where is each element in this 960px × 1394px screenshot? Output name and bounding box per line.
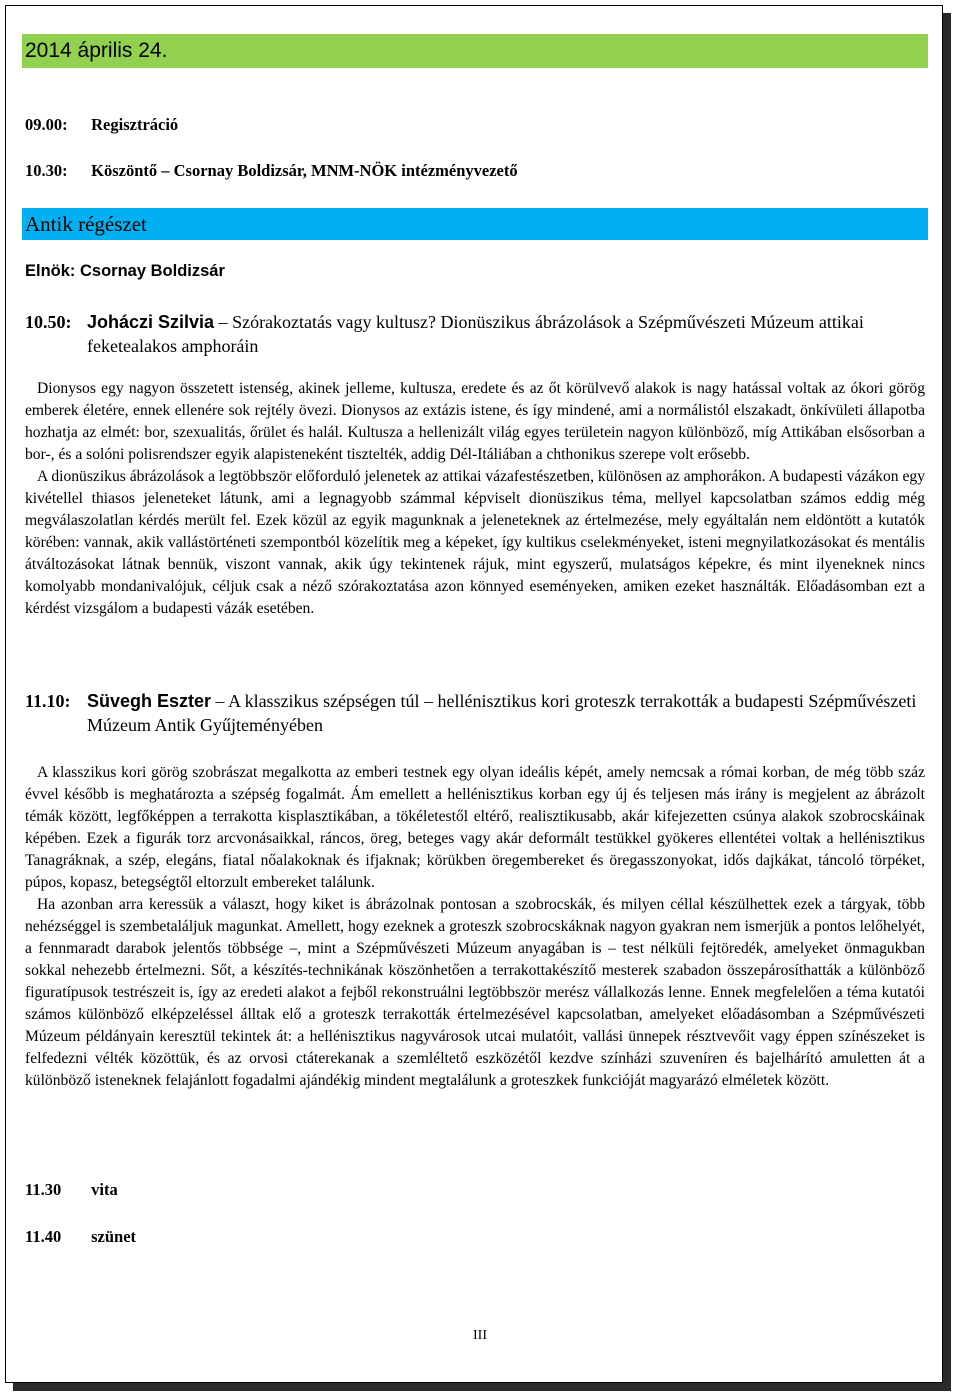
speaker-name: Joháczi Szilvia — [87, 312, 215, 332]
abstract-paragraph: Dionysos egy nagyon összetett istenség, akinek jelleme, kultusza, eredete és az őt körülvevő alakok is nagy hatással voltak az ókori görög emberek életére, ennek ellenére sok rejtély övezi. Dionysos az extázis istene, és így mindené, ami a normálistól elszakadt, önkívületi állapotba hozhatja az elmét: bor, szexualitás, őrület és halál. Kultusza a hellenizált világ egyes területein nagyon különböző, míg Attikában elsősorban a bor-, és a solóni polisrendszer egyik alapisteneként tisztelték, addig Dél-Itáliában a chthonikus szerepe volt erősebb. — [25, 380, 925, 463]
abstract-paragraph: A klasszikus kori görög szobrászat megalkotta az emberi testnek egy olyan ideális képét, amely nemcsak a római korban, de még több száz évvel később is meghatározta a szépség fogalmát. Ám emellett a hellénisztikus korban egy új és teljesen más irány is megjelent az ábrázolt témák között, legfőképpen a terrakotta kisplasztikában, a tökéletestől eltérő, realisztikusabb, akár kifejezetten csúnya alakok szobrocskáinak képében. Ezek a figurák torz arcvonásaikkal, ráncos, öreg, beteges vagy akár deformált testükkel gyökeres ellentétei voltak a hellénisztikus Tanagráknak, a szép, elegáns, fiatal nőalakoknak és ifjaknak; körükben öregembereket és öregasszonyokat, idős dajkákat, táncoló törpéket, púpos, kopasz, betegségtől eltorzult embereket találunk. — [25, 764, 925, 891]
abstract-paragraph: Ha azonban arra keressük a választ, hogy kiket is ábrázolnak pontosan a szobrocskák, és milyen céllal készülhettek ezek a tárgyak, több nehézséggel is szembetaláljuk magunkat. Amellett, hogy ezeknek a groteszk szobrocskáknak nagyon gyakran nem ismerjük a pontos lelőhelyét, a fennmaradt darabok jelentős többsége –, mint a Szépművészeti Múzeum anyagában is – test nélküli fejtöredék, amelyeket önmagukban sokkal nehezebb értelmezni. Sőt, a készítés-technikának köszönhetően a terrakottakészítő mesterek szabadon összepárosíthatták a különböző figuratípusok testrészeit is, így az eredeti alakot a fejből rekonstruálni legtöbbször merész vállalkozás lenne. Ennek megfelelően a téma kutatói számos különböző elképzeléssel álltak elő a groteszk terrakották értelmezésével kapcsolatban, amelyeket előadásomban a Szépművészeti Múzeum példányain keresztül tekintek át: a hellénisztikus nagyvárosok utcai mulatóit, vallási ünnepek résztvevőit vagy éppen színészeket is felfedezni vélték közöttük, és az orvosi ctáterekanak a szemléltető eszközétől kezdve színházi szuveníren és bajelhárító amuletten át a különböző isteneknek felajánlott fogadalmi ajándékig mindent megtalálunk a groteszkek funkcióját magyarázó elméletek között. — [25, 896, 925, 1089]
title-dash: – — [214, 312, 233, 332]
schedule-item-welcome — [25, 161, 518, 181]
schedule-item-break — [25, 1227, 136, 1247]
date-header: 2014 április 24. — [22, 34, 928, 68]
schedule-text: szünet — [91, 1227, 137, 1246]
schedule-text: vita — [91, 1180, 118, 1199]
talk-1 — [25, 310, 925, 358]
schedule-item-registration — [25, 115, 178, 135]
talk-title: Szórakoztatás vagy kultusz? Dionüszikus ábrázolások a Szépművészeti Múzeum attikai feketealakos amphoráin — [87, 312, 864, 356]
time-label: 09.00: — [25, 115, 68, 134]
title-dash: – — [211, 691, 229, 711]
talk-time: 11.10: — [25, 691, 71, 711]
talk-2 — [25, 689, 925, 737]
section-title: Antik régészet — [22, 208, 928, 240]
chair-label: Elnök: — [25, 262, 76, 280]
talk-2-abstract — [25, 762, 925, 1092]
chair-name: Csornay Boldizsár — [80, 262, 225, 280]
abstract-paragraph: A dionüszikus ábrázolások a legtöbbször előforduló jelenetek az attikai vázafestészetben, különösen az amphorákon. A budapesti vázákon egy kivétellel thiasos jeleneteket látunk, ami a legnagyobb számmal képviselt dionüszikus téma, mellyel kapcsolatban számos eddig még megválaszolatlan kérdés merült fel. Ezek közül az egyik magunknak a jeleneteknek az értelmezése, mely egyáltalán nem eldöntött a kutatók körében: vannak, akik vallástörténeti szempontból közelítik meg a képeket, így kultikus cselekményeket, isteni megnyilatkozásokat és mentális átváltozásokat látnak bennük, viszont vannak, akik úgy tekintenek rájuk, mint egyszerű, mulatságos képekre, és mint ilyeneknek nincs komolyabb mondanivalójuk, céljuk csak a néző szórakoztatása azon könnyed eseményeken, amiken ezeket használták. Előadásomban ezt a kérdést vizsgálom a budapesti vázák esetében. — [25, 468, 925, 617]
time-label: 11.40 — [25, 1227, 62, 1246]
talk-1-abstract — [25, 378, 925, 620]
page-number: III — [473, 1328, 487, 1343]
time-label: 11.30 — [25, 1180, 62, 1199]
talk-time: 10.50: — [25, 312, 72, 332]
schedule-text: Köszöntő – Csornay Boldizsár, MNM-NÖK intézményvezető — [91, 161, 518, 180]
chair-line — [25, 262, 225, 281]
schedule-item-discussion — [25, 1180, 118, 1200]
time-label: 10.30: — [25, 161, 68, 180]
talk-title: A klasszikus szépségen túl – hellénisztikus kori groteszk terrakották a budapesti Szépművészeti Múzeum Antik Gyűjteményében — [87, 691, 917, 735]
speaker-name: Süvegh Eszter — [87, 691, 212, 711]
schedule-text: Regisztráció — [91, 115, 179, 134]
